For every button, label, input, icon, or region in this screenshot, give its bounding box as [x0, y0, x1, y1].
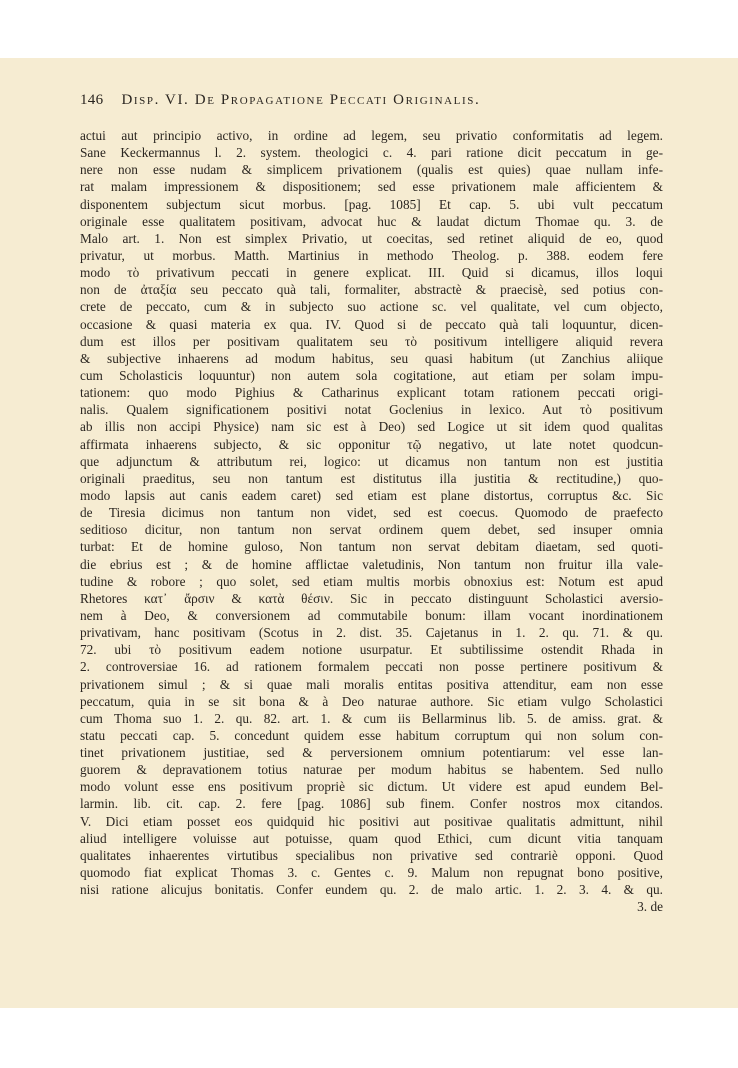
text-line: seditioso dicitur, non tantum non servat ordinem quem debet, sed insuper omnia: [80, 522, 663, 538]
text-line: actui aut principio activo, in ordine ad legem, seu privatio conformitatis ad legem.: [80, 128, 663, 143]
text-line: 2. controversiae 16. ad rationem formalem peccati non posse pertinere positivum &: [80, 659, 663, 675]
text-line: modo volunt esse ens positivum propriè sic dictum. Ut videre est apud eundem Bel-: [80, 779, 663, 795]
text-line: originale esse qualitatem positivam, advocat huc & laudat dictum Thomae qu. 3. de: [80, 213, 663, 229]
text-line: privationem simul ; & si quae mali moralis entitas positiva attenditur, eam non esse: [80, 676, 663, 692]
text-line: & subjective inhaerens ad modum habitus, seu quasi habitum (ut Zanchius aliique: [80, 350, 663, 366]
text-line: larmin. lib. cit. cap. 2. fere [pag. 1086] sub finem. Confer nostros mox citandos.: [80, 796, 663, 812]
text-line: quomodo fiat explicat Thomas 3. c. Gentes c. 9. Malum non repugnat bono positive,: [80, 865, 663, 881]
text-line: cum Thoma suo 1. 2. qu. 82. art. 1. & cum iis Bellarminus lib. 5. de amiss. grat. &: [80, 710, 663, 726]
text-line: de Tiresia dicimus non tantum non videt, sed est coecus. Quomodo de praefecto: [80, 505, 663, 521]
text-line: non de ἀταξία seu peccato quà tali, formaliter, abstractè & praecisè, sed potius con-: [80, 282, 663, 298]
text-line: modo τὸ privativum peccati in genere explicat. III. Quid si dicamus, illos loqui: [80, 265, 663, 281]
text-line: nem à Deo, & conversionem ad commutabile bonum: illam vocant inordinationem: [80, 607, 663, 623]
page-header: [80, 92, 660, 109]
text-line: qualitates inhaerentes virtutibus specialibus non privative sed contrariè opponi. Quod: [80, 847, 663, 863]
book-page: [0, 58, 738, 1008]
text-line: tudine & robore ; quo solet, sed etiam multis morbis obnoxius est: Notum est apud: [80, 573, 663, 589]
text-line: ab illis non accipi Physice) nam sic est à Deo) sed Logice ut sit idem quod qualitas: [80, 419, 663, 435]
text-line: dum est illos per positivam qualitatem seu τὸ positivum intelligere aliquid revera: [80, 333, 663, 349]
text-line: V. Dici etiam posset eos quidquid hic positivi aut positivae qualitatis admittunt, nihil: [80, 813, 663, 829]
text-line: nalis. Qualem significationem positivi notat Goclenius in lexico. Aut τὸ positivum: [80, 402, 663, 418]
text-line: tationem: quo modo Pighius & Catharinus explicant totam rationem peccati origi-: [80, 385, 663, 401]
running-title: Disp. VI. De Propagatione Peccati Originalis.: [121, 92, 481, 108]
text-line: disponentem subjectum sicut morbus. [pag. 1085] Et cap. 5. ubi vult peccatum: [80, 196, 663, 212]
text-line: die ebrius est ; & de homine afflictae valetudinis, Non tantum non fruitur illa vale-: [80, 556, 663, 572]
text-line: 3. de: [637, 899, 663, 915]
text-line: affirmata inhaerens subjecto, & sic opponitur τῷ negativo, ut late notet quodcun-: [80, 436, 663, 452]
text-line: statu peccati cap. 5. concedunt quidem esse habitum corruptum qui non solum con-: [80, 727, 663, 743]
text-line: tinet privationem justitiae, sed & perversionem omnium potentiarum: vel esse lan-: [80, 745, 663, 761]
text-line: originali praeditus, seu non tantum est distitutus illa justitia & rectitudine,) quo-: [80, 470, 663, 486]
text-line: nisi ratione alicujus bonitatis. Confer eundem qu. 2. de malo artic. 1. 2. 3. 4. & qu.: [80, 882, 663, 898]
body-text: [80, 127, 663, 915]
text-line: Malo art. 1. Non est simplex Privatio, ut coecitas, sed retinet aliquid de eo, quod: [80, 230, 663, 246]
text-line: nere non esse nudam & simplicem privationem (qualis est quies) quae nullam infe-: [80, 162, 663, 178]
text-line: Rhetores κατ᾽ ἄρσιν & κατὰ θέσιν. Sic in peccato distinguunt Scholastici aversio-: [80, 590, 663, 606]
text-line: turbat: Et de homine guloso, Non tantum non servat debitam diaetam, sed quoti-: [80, 539, 663, 555]
text-line: aliud intelligere voluisse aut potuisse, quam quod Ethici, cum dicunt vitia tanquam: [80, 830, 663, 846]
text-line: occasione & quasi materia ex qua. IV. Quod si de peccato quà tali loquuntur, dicen-: [80, 316, 663, 332]
text-line: 72. ubi τὸ positivum eadem notione usurpatur. Et subtilissime ostendit Rhada in: [80, 642, 663, 658]
page-number: 146: [80, 92, 104, 108]
text-line: privatur, ut morbus. Matth. Martinius in methodo Theolog. p. 388. eodem fere: [80, 247, 663, 263]
text-line: que adjunctum & attributum rei, logico: ut dicamus non tantum non est justitia: [80, 453, 663, 469]
text-line: crete de peccato, cum & in subjecto suo actione sc. vel qualitate, vel cum objecto,: [80, 299, 663, 315]
text-line: peccatum, quia in se sit bona & à Deo naturae authore. Sic etiam vulgo Scholastici: [80, 693, 663, 709]
text-line: privativam, hanc positivam (Scotus in 2. dist. 35. Cajetanus in 1. 2. qu. 71. & qu.: [80, 625, 663, 641]
text-line: guorem & depravationem totius naturae per modum habitus se habentem. Sed nullo: [80, 762, 663, 778]
text-line: cum Scholasticis loquuntur) non autem sola cogitatione, aut etiam per solam impu-: [80, 367, 663, 383]
text-line: Sane Keckermannus l. 2. system. theologici c. 4. pari ratione dicit peccatum in ge-: [80, 145, 663, 161]
text-line: modo lapsis aut canis eadem caret) sed etiam est plane distortus, corruptus &c. Sic: [80, 487, 663, 503]
text-line: rat malam impressionem & dispositionem; sed esse privationem male afficientem &: [80, 179, 663, 195]
